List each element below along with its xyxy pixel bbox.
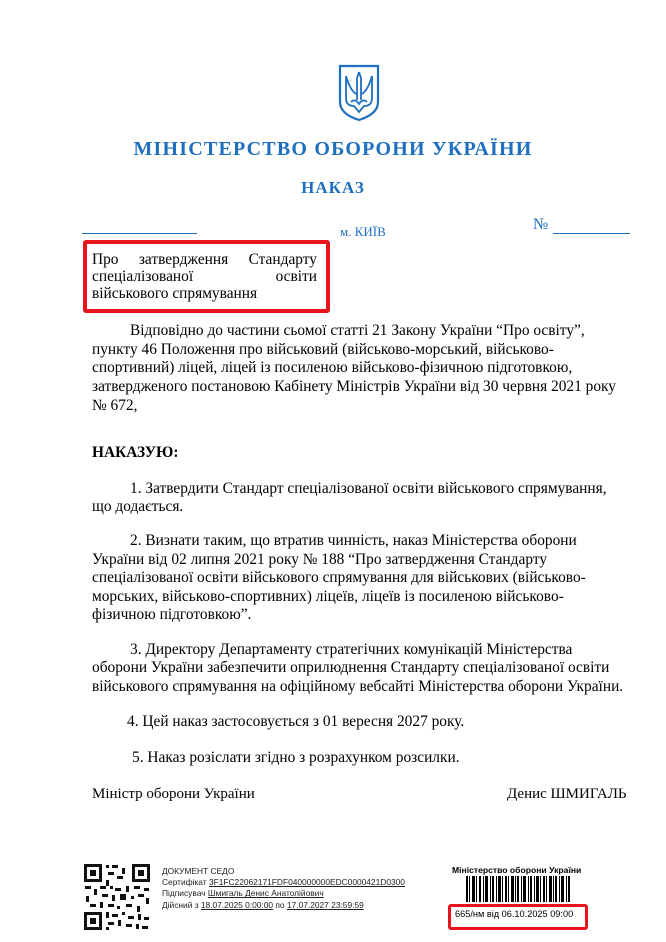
- number-sign: №: [533, 216, 549, 233]
- ministry-title: МІНІСТЕРСТВО ОБОРОНИ УКРАЇНИ: [133, 138, 533, 160]
- order-item-line: оборони України забезпечити оприлюднення Стандарту спеціалізованої освіти: [92, 659, 610, 676]
- trident-emblem-icon: [338, 64, 380, 122]
- order-item-line: 2. Визнати таким, що втратив чинність, наказ Міністерства оборони: [130, 532, 577, 549]
- preamble-line: Відповідно до частини сьомої статті 21 Закону України “Про освіту”,: [130, 322, 585, 339]
- sedo-signer-row: [162, 888, 405, 899]
- order-item-line: фізичною підготовкою”.: [92, 606, 252, 623]
- valid-to-label: по: [275, 899, 285, 910]
- order-item-line: 1. Затвердити Стандарт спеціалізованої освіти військового спрямування,: [130, 480, 607, 497]
- preamble-line: № 672,: [92, 397, 138, 414]
- preamble-line: затвердженого постановою Кабінету Міністрів України від 30 червня 2021 року: [92, 378, 616, 395]
- signer-label: Підписувач: [162, 888, 206, 899]
- stamp-title: Міністерство оборони України: [452, 865, 582, 875]
- order-item-line: військового спрямування на офіційному вебсайті Міністерства оборони України.: [92, 678, 624, 695]
- number-blank-line: [553, 233, 630, 234]
- order-item-line: 4. Цей наказ застосовується з 01 вересня 2027 року.: [127, 713, 465, 730]
- sedo-cert-row: [162, 877, 405, 888]
- registration-number: 665/нм від 06.10.2025 09:00: [455, 909, 574, 919]
- sedo-valid-row: [162, 900, 405, 911]
- order-item-line: України від 02 липня 2021 року № 188 “Про затвердження Стандарту: [92, 551, 548, 568]
- signer-position: Міністр оборони України: [92, 786, 255, 802]
- valid-from: 18.07.2025 0:00:00: [200, 899, 274, 910]
- order-item-line: 5. Наказ розіслати згідно з розрахунком розсилки.: [132, 749, 460, 766]
- city-label: м. КИЇВ: [340, 224, 386, 239]
- order-item-line: спеціалізованої освіти військового спрямування для військових (військово-: [92, 569, 586, 586]
- order-item-line: що додається.: [92, 498, 184, 515]
- sedo-title: ДОКУМЕНТ СЕДО: [162, 866, 235, 876]
- cert-label: Сертифікат: [162, 877, 207, 888]
- cert-value: 3F1FC22062171FDF040000000EDC0000421D0300: [208, 877, 405, 888]
- doc-type-title: НАКАЗ: [301, 178, 365, 197]
- orders-heading: НАКАЗУЮ:: [92, 444, 179, 461]
- date-blank-line: [82, 233, 197, 234]
- valid-to: 17.07.2027 23:59:59: [286, 899, 364, 910]
- order-item-line: 3. Директору Департаменту стратегічних комунікацій Міністерства: [130, 641, 573, 658]
- preamble-line: спортивний) ліцей, ліцей із посиленою військово-фізичною підготовкою,: [92, 359, 573, 376]
- signer-value: Шмигаль Денис Анатолійович: [207, 888, 324, 899]
- valid-label: Дійсний з: [162, 899, 199, 910]
- qr-code-icon: [82, 862, 152, 932]
- preamble-line: пункту 46 Положення про військовий (військово-морський, військово-: [92, 341, 554, 358]
- order-item-line: морських, військово-спортивних) ліцеїв, ліцеїв із посиленою військово-: [92, 588, 564, 605]
- signer-name: Денис ШМИГАЛЬ: [507, 786, 627, 802]
- order-subject: Про затвердження Стандарту спеціалізованої освіти військового спрямування: [92, 251, 317, 302]
- sedo-signature-block: [162, 866, 405, 911]
- barcode-icon: [466, 876, 570, 902]
